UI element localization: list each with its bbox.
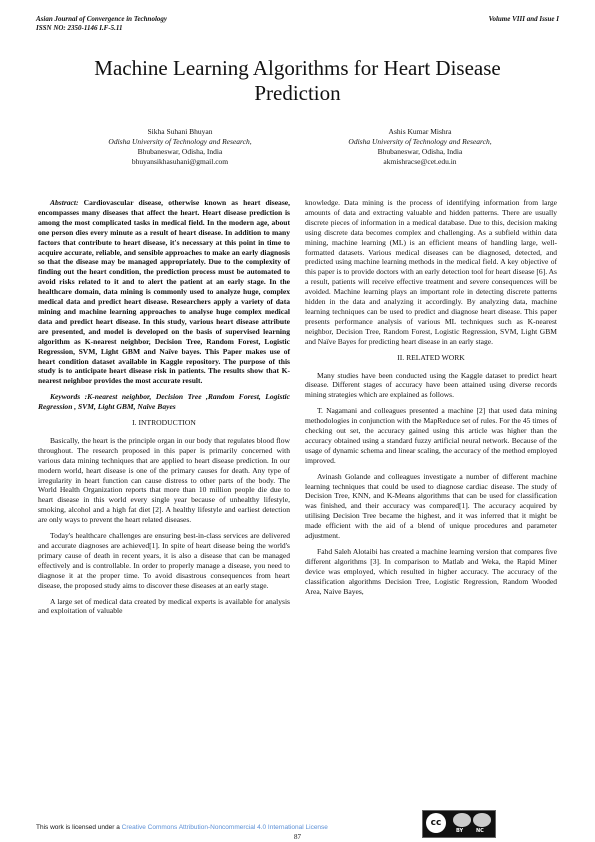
author-city: Bhubaneswar, Odisha, India <box>377 147 463 156</box>
paragraph: Today's healthcare challenges are ensuring best-in-class services are delivered and accurate diagnoses are achieved[1]. In spite of heart disease being the world's primary cause of death in recent years, it is also a disease that can be managed effectively and is controllable. In order to properly manage a disease, you need to diagnose it at the proper time. To avoid disastrous consequences from heart disease, the proposed study aims to discover these diseases at an early stage. <box>38 531 290 590</box>
abstract-text: Cardiovascular disease, otherwise known as heart disease, encompasses many diseases that affect the heart. Heart disease prediction is among the most complicated tasks in medical field. In the modern age, about one person dies every minute as a result of heart disease. In addition to many factors that contribute to heart disease, it's necessary at this point in time to acquire accurate, reliable, and sensible approaches to make an early diagnosis so that the disease may be managed appropriately. Due to the complexity of finding out the heart condition, the prediction process must be automated to avoid risks related to it and to alert the patient at an early stage. In the healthcare domain, data mining is commonly used to analyze huge, complex medical data and predict heart disease. Researchers apply a variety of data mining and machine learning approaches to analyse huge complex medical data and predict heart disease. In this study, various heart disease attribute are presented, and model is developed on the basis of supervised learning algorithm as K-nearest neighbor, Decision Tree, Random Forest, Logistic Regression, SVM, Light GBM and Naïve bayes. This Paper makes use of heart condition dataset available in Kaggle repository. The purpose of this study is to anticipate heart disease risk in patients. The results show that K-nearest neighbor provides the most accurate result. <box>38 198 290 386</box>
license-text: This work is licensed under a <box>36 824 122 831</box>
running-header <box>36 15 559 37</box>
nc-tag: NC <box>476 828 484 834</box>
left-column <box>38 198 290 622</box>
paragraph: Avinash Golande and colleagues investigate a number of different machine learning techniques that could be used to diagnose cardiac disease. The study of Decision Tree, KNN, and K-Means algorithms that can be used for classification was finished, and their accuracy was compared[1]. The accuracy acquired by utilising Decision Tree became the highest, and it was inferred that it might be made efficient with the aid of a blend of unique procedures and parameter adjustment. <box>305 471 557 541</box>
creative-commons-icon: cc <box>426 813 446 833</box>
author-email: akmishracse@cet.edu.in <box>383 157 457 166</box>
paragraph: T. Nagamani and colleagues presented a machine [2] that used data mining methodologies in conjunction with the MapReduce set of rules. For the 45 times of checking out set, the accuracy gained using this article was higher than the accuracy obtained using a standard fuzzy artificial neural network. Because of the usage of dynamic schema and linear scaling, the accuracy of the method employed improved. <box>305 406 557 465</box>
author-affiliation: Odisha University of Technology and Research, <box>108 137 252 146</box>
abstract-label: Abstract: <box>50 198 79 207</box>
paragraph: Fahd Saleh Alotaibi has created a machine learning version that compares five different algorithms [3]. In comparison to Matlab and Weka, the Rapid Miner device was employed, which resulted in higher accuracy. The accuracy of the classification algorithms Decision Tree, Logistic Regression, Random Wooded Area, Naive Bayes, <box>305 547 557 596</box>
author-block-1 <box>60 127 300 167</box>
author-email: bhuyansikhasuhani@gmail.com <box>131 157 229 166</box>
author-name: Ashis Kumar Mishra <box>388 127 452 136</box>
author-affiliation: Odisha University of Technology and Research, <box>348 137 492 146</box>
noncommercial-icon <box>473 813 491 827</box>
paragraph: Basically, the heart is the principle organ in our body that regulates blood flow throughout. The research proposed in this paper is primarily concerned with various data mining techniques that are applied to heart disease prediction. In our modern world, heart disease is one of the primary causes for death. Any type of irregularity in heart function can cause distress to other parts of the body. The World Health Organization reports that more than 10 million people die due to heart disease in this world every single year because of unhealthy lifestyle, smoking, alcohol and a high fat diet [2]. A healthy lifestyle and earliest detection are only ways to prevent the heart related diseases. <box>38 435 290 525</box>
license-footer <box>36 824 328 831</box>
by-tag: BY <box>456 828 464 834</box>
page-number: 87 <box>294 833 301 841</box>
journal-info <box>36 15 167 33</box>
attribution-icon <box>453 813 471 827</box>
author-block-2 <box>300 127 540 167</box>
paper-title: Machine Learning Algorithms for Heart Disease Prediction <box>94 56 501 105</box>
abstract <box>38 198 290 386</box>
issn: ISSN NO: 2350-1146 I.F-5.11 <box>36 24 123 32</box>
license-link[interactable]: Creative Commons Attribution-Noncommercial 4.0 International License <box>121 824 328 831</box>
author-city: Bhubaneswar, Odisha, India <box>137 147 223 156</box>
paragraph: A large set of medical data created by medical experts is available for analysis and exploitation of valuable <box>38 596 290 616</box>
right-column <box>305 198 557 603</box>
author-name: Sikha Suhani Bhuyan <box>147 127 213 136</box>
section-heading-related-work: II. RELATED WORK <box>397 352 465 362</box>
section-heading-introduction: I. INTRODUCTION <box>132 418 196 428</box>
keywords: Keywords :K-nearest neighbor, Decision Tree ,Random Forest, Logistic Regression , SVM, Light GBM, Naïve Bayes <box>38 392 290 412</box>
paragraph: Many studies have been conducted using the Kaggle dataset to predict heart disease. Different stages of accuracy have been attained using diverse records mining strategies which are explained as follows. <box>305 370 557 400</box>
journal-name: Asian Journal of Convergence in Technology <box>36 15 168 23</box>
paragraph: knowledge. Data mining is the process of identifying information from large amounts of data and extracting valuable and hidden patterns. There are usually discrete pieces of information in a medical database. Due to this, decision making using discrete data becomes complex and challenging. As a subfield within data mining, machine learning (ML) is an efficient means of handling large, well-formatted datasets. Various medical diseases can be diagnosed, detected, and predicted using machine learning methods in the medical field. A key objective of this paper is to provide doctors with an early detection tool for heart disease [6]. As a result, patients will receive effective treatment and severe consequences will be avoided. Machine learning plays an important role in detecting discrete patterns hidden in the data and analyzing it accordingly. By analyzing data, machine learning techniques can be used to predict and diagnose heart disease. This paper presents performance analysis of various ML techniques such as K-nearest neighbor, Decision Tree, Random Forest, Logistic Regression, SVM, Light GBM and Naïve Bayes for predicting heart disease in an early stage. <box>305 198 557 346</box>
volume-info: Volume VIII and Issue I <box>488 15 559 23</box>
